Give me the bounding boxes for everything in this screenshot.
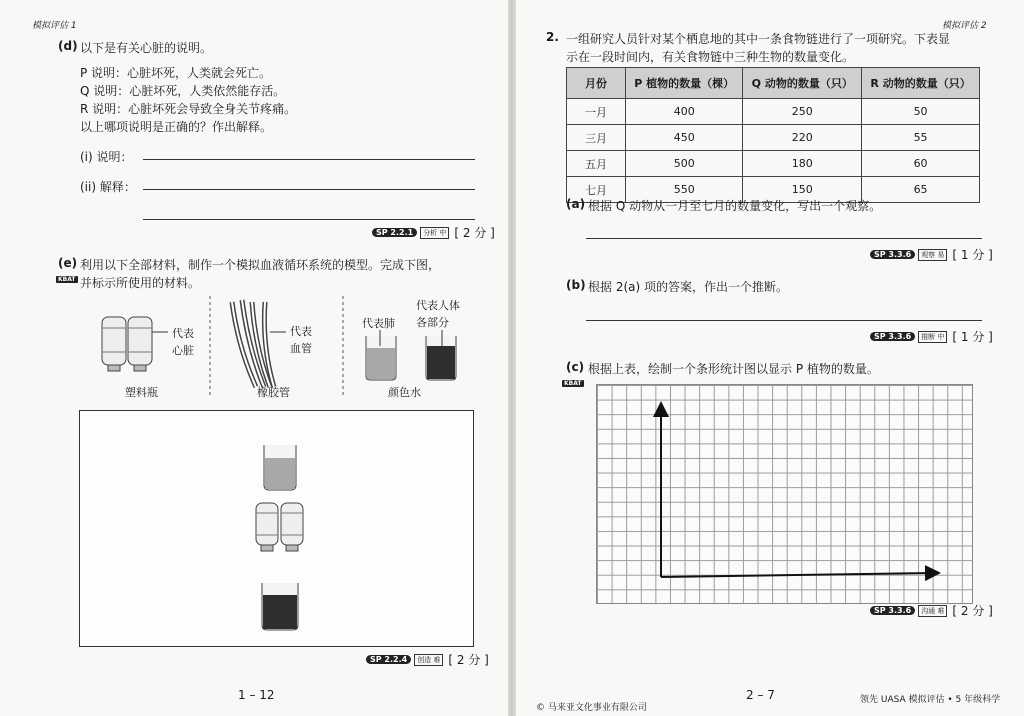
question-2a-text: 根据 Q 动物从一月至七月的数量变化，写出一个观察。 [588, 199, 882, 213]
sp-code: SP 3.3.6 [870, 250, 915, 259]
cell-p: 400 [626, 99, 743, 125]
sp-code: SP 2.2.1 [372, 228, 417, 237]
table-row [567, 151, 980, 177]
question-d-stem: 以下是有关心脏的说明。 [80, 41, 213, 55]
table-row [567, 99, 980, 125]
question-d-label: (d) [58, 39, 78, 53]
question-2b-label: (b) [566, 278, 586, 292]
sp-code: SP 3.3.6 [870, 332, 915, 341]
cell-q: 250 [743, 99, 862, 125]
question-2-number: 2. [546, 30, 559, 44]
question-2b-code [870, 328, 993, 345]
level-tag: 分析 中 [420, 227, 449, 239]
question-2c-text: 根据上表，绘制一个条形统计图以显示 P 植物的数量。 [588, 362, 879, 376]
right-page-header: 模拟评估 2 [942, 21, 987, 31]
binding-gutter [508, 0, 516, 716]
cell-q: 180 [743, 151, 862, 177]
x-axis-arrow [661, 573, 933, 577]
answer-line-ii[interactable] [143, 189, 475, 190]
question-d-code [372, 224, 495, 241]
callout-vessel-2: 血管 [290, 342, 312, 355]
question-2c-label: (c) [566, 360, 585, 374]
statement-r: R 说明：心脏坏死会导致全身关节疼痛。 [80, 102, 297, 116]
drawing-area-figures [80, 411, 473, 646]
sp-code: SP 2.2.4 [366, 655, 411, 664]
cell-r: 65 [862, 177, 980, 203]
question-d-prompt: 以上哪项说明是正确的？作出解释。 [80, 120, 273, 134]
question-e-line1: 利用以下全部材料，制作一个模拟血液循环系统的模型。完成下图， [80, 258, 441, 272]
question-2a-label: (a) [566, 197, 586, 211]
question-e-label: (e) [58, 256, 78, 270]
model-drawing-area[interactable] [79, 410, 474, 647]
cell-q: 150 [743, 177, 862, 203]
cell-month: 一月 [567, 99, 626, 125]
answer-line-ii-continued[interactable] [143, 219, 475, 220]
left-page [0, 0, 508, 716]
bar-chart-grid[interactable] [596, 384, 973, 604]
left-page-header: 模拟评估 1 [32, 21, 77, 31]
material-bottle-label: 塑料瓶 [125, 386, 158, 399]
cell-r: 50 [862, 99, 980, 125]
part-i-label: (i) 说明： [80, 150, 133, 164]
question-2a-code [870, 246, 993, 263]
cell-month: 五月 [567, 151, 626, 177]
beaker-dark-icon [262, 583, 298, 630]
cell-r: 55 [862, 125, 980, 151]
question-2-stem-2: 示在一段时间内，有关食物链中三种生物的数量变化。 [566, 50, 855, 64]
callout-lung: 代表肺 [362, 317, 395, 330]
beaker-dark-water-icon [426, 336, 456, 380]
question-e-code [366, 651, 489, 668]
marks: [ 2 分 ] [448, 653, 489, 667]
left-page-number: 1 – 12 [238, 688, 275, 702]
beaker-light-icon [264, 445, 296, 490]
statement-p: P 说明：心脏坏死，人类就会死亡。 [80, 66, 272, 80]
chart-axes [597, 385, 972, 603]
callout-body-2: 各部分 [416, 316, 449, 329]
marks: [ 2 分 ] [952, 604, 993, 618]
marks: [ 1 分 ] [952, 248, 993, 262]
cell-month: 三月 [567, 125, 626, 151]
question-e-line2: 并标示所使用的材料。 [80, 276, 201, 290]
answer-line-i[interactable] [143, 159, 475, 160]
marks: [ 1 分 ] [952, 330, 993, 344]
bottle-pair-icon [256, 503, 303, 551]
plastic-bottles-icon [102, 317, 168, 371]
level-tag: 推断 中 [918, 331, 947, 343]
callout-heart-1: 代表 [172, 327, 194, 340]
beaker-light-water-icon [366, 336, 396, 380]
cell-r: 60 [862, 151, 980, 177]
book-title-footer: 领先 UASA 模拟评估 • 5 年级科学 [860, 695, 1001, 705]
col-p-plant: P 植物的数量（棵） [626, 68, 743, 99]
question-2c-code [870, 602, 993, 619]
callout-heart-2: 心脏 [172, 344, 194, 357]
cell-p: 500 [626, 151, 743, 177]
part-ii-label: (ii) 解释： [80, 180, 136, 194]
question-2b-text: 根据 2(a) 项的答案，作出一个推断。 [588, 280, 788, 294]
sp-code: SP 3.3.6 [870, 606, 915, 615]
material-tube-label: 橡胶管 [257, 386, 290, 399]
level-tag: 创造 难 [414, 654, 443, 666]
cell-month: 七月 [567, 177, 626, 203]
answer-line-2b[interactable] [586, 320, 982, 321]
table-header-row [567, 68, 980, 99]
col-q-animal: Q 动物的数量（只） [743, 68, 862, 99]
cell-p: 450 [626, 125, 743, 151]
right-page-number: 2 – 7 [746, 688, 775, 702]
publisher-notice: © 马来亚文化事业有限公司 [536, 703, 647, 713]
callout-body-1: 代表人体 [416, 299, 460, 312]
kbat-badge: KBAT [58, 276, 76, 283]
col-month: 月份 [567, 68, 626, 99]
right-page [516, 0, 1024, 716]
kbat-badge: KBAT [564, 380, 582, 387]
cell-q: 220 [743, 125, 862, 151]
marks: [ 2 分 ] [454, 226, 495, 240]
answer-line-2a[interactable] [586, 238, 982, 239]
material-water-label: 颜色水 [388, 386, 421, 399]
population-table [566, 67, 980, 203]
statement-q: Q 说明：心脏坏死，人类依然能存活。 [80, 84, 286, 98]
question-2-stem-1: 一组研究人员针对某个栖息地的其中一条食物链进行了一项研究。下表显 [566, 32, 951, 46]
table-row [567, 125, 980, 151]
col-r-animal: R 动物的数量（只） [862, 68, 980, 99]
cell-p: 550 [626, 177, 743, 203]
callout-vessel-1: 代表 [290, 325, 312, 338]
level-tag: 沟通 难 [918, 605, 947, 617]
level-tag: 观察 易 [918, 249, 947, 261]
